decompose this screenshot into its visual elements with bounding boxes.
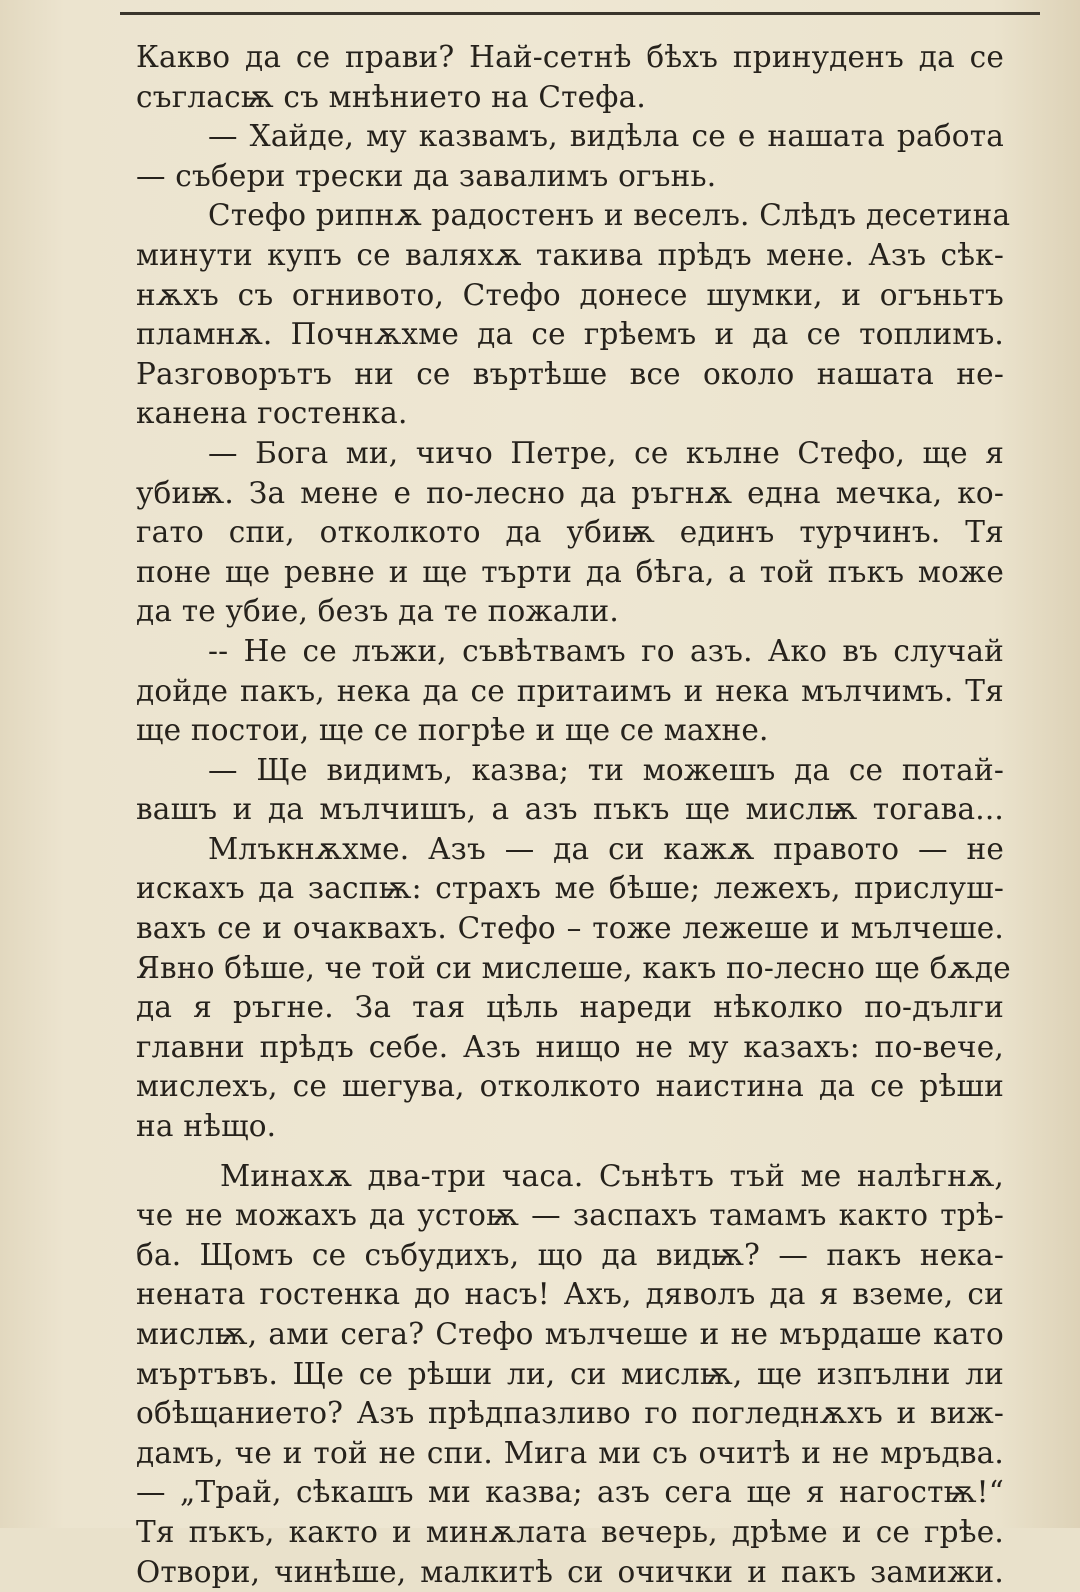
text-line: мислехъ, се шегува, отколкото наистина да се рѣши xyxy=(136,1069,1004,1104)
text-line: обѣщанието? Азъ прѣдпазливо го погледнѫхъ и виж- xyxy=(136,1396,1004,1431)
text-line: — Хайде, му казвамъ, видѣла се е нашата работа xyxy=(208,119,1004,154)
text-line: минути купъ се валяхѫ такива прѣдъ мене. Азъ сѣк- xyxy=(136,237,1004,272)
text-line: ба. Щомъ се събудихъ, що да видѭ? — пакъ нека- xyxy=(136,1237,1004,1272)
text-line: — „Трай, сѣкашъ ми казва; азъ сега ще я нагостѭ!“ xyxy=(136,1475,1004,1510)
text-line: вахъ се и очаквахъ. Стефо – тоже лежеше и мълчеше. xyxy=(136,911,1004,946)
text-line: Явно бѣше, че той си мислеше, какъ по-лесно ще бѫде xyxy=(136,950,1011,985)
text-line: убиѭ. За мене е по-лесно да ръгнѫ една мечка, ко- xyxy=(136,475,1004,510)
text-line: мъртъвъ. Ще се рѣши ли, си мислѭ, ще изпълни ли xyxy=(136,1356,1004,1391)
text-line: Разговорътъ ни се въртѣше все около нашата не- xyxy=(136,356,1004,391)
text-line: нената гостенка до насъ! Ахъ, дяволъ да я вземе, си xyxy=(136,1277,1004,1312)
text-line: — Ще видимъ, казва; ти можешъ да се потай- xyxy=(208,752,1004,787)
text-line: поне ще ревне и ще търти да бѣга, а той пъкъ може xyxy=(136,554,1004,589)
text-line: главни прѣдъ себе. Азъ нищо не му казахъ: по-вече, xyxy=(136,1029,1004,1064)
text-line: ще постои, ще се погрѣе и ще се махне. xyxy=(136,713,769,748)
text-line: пламнѫ. Почнѫхме да се грѣемъ и да се топлимъ. xyxy=(136,317,1004,352)
text-line: да я ръгне. За тая цѣль нареди нѣколко по-дълги xyxy=(136,990,1004,1025)
text-line: — събери трески да завалимъ огънь. xyxy=(136,158,717,193)
text-line: канена гостенка. xyxy=(136,396,408,431)
text-line: Млъкнѫхме. Азъ — да си кажѫ правото — не xyxy=(208,831,1004,866)
text-line: Отвори, чинѣше, малкитѣ си очички и пакъ замижи. xyxy=(136,1554,1004,1589)
text-line: Какво да се прави? Най-сетнѣ бѣхъ принуденъ да се xyxy=(136,40,1004,74)
text-line: искахъ да заспѭ: страхъ ме бѣше; лежехъ, прислуш- xyxy=(136,871,1004,906)
text-line: на нѣщо. xyxy=(136,1109,277,1144)
text-line: съгласѭ съ мнѣнието на Стефа. xyxy=(136,79,646,114)
text-line: че не можахъ да устоѭ — заспахъ тамамъ както трѣ- xyxy=(136,1198,1004,1233)
body-text xyxy=(136,38,1011,1592)
text-line: дамъ, че и той не спи. Мига ми съ очитѣ и не мръдва. xyxy=(136,1435,1004,1470)
text-line: да те убие, безъ да те пожали. xyxy=(136,594,619,629)
text-line: вашъ и да мълчишъ, а азъ пъкъ ще мислѭ тогава... xyxy=(136,792,1004,827)
text-line: нѫхъ съ огнивото, Стефо донесе шумки, и огъньтъ xyxy=(136,277,1004,312)
text-line: дойде пакъ, нека да се притаимъ и нека мълчимъ. Тя xyxy=(136,673,1004,708)
top-rule-divider xyxy=(120,12,1040,15)
text-line: мислѭ, ами сега? Стефо мълчеше и не мърдаше като xyxy=(136,1317,1004,1351)
text-line: Тя пъкъ, както и минѫлата вечерь, дрѣме и се грѣе. xyxy=(136,1514,1004,1549)
text-line: Стефо рипнѫ радостенъ и веселъ. Слѣдъ десетина xyxy=(208,198,1011,233)
text-line: гато спи, отколкото да убиѭ единъ турчинъ. Тя xyxy=(136,515,1004,550)
text-line: Минахѫ два-три часа. Сънѣтъ тъй ме налѣгнѫ, xyxy=(220,1158,1004,1193)
text-line: -- Не се лъжи, съвѣтвамъ го азъ. Ако въ случай xyxy=(208,633,1004,668)
text-line: — Бога ми, чичо Петре, се кълне Стефо, ще я xyxy=(208,435,1004,470)
